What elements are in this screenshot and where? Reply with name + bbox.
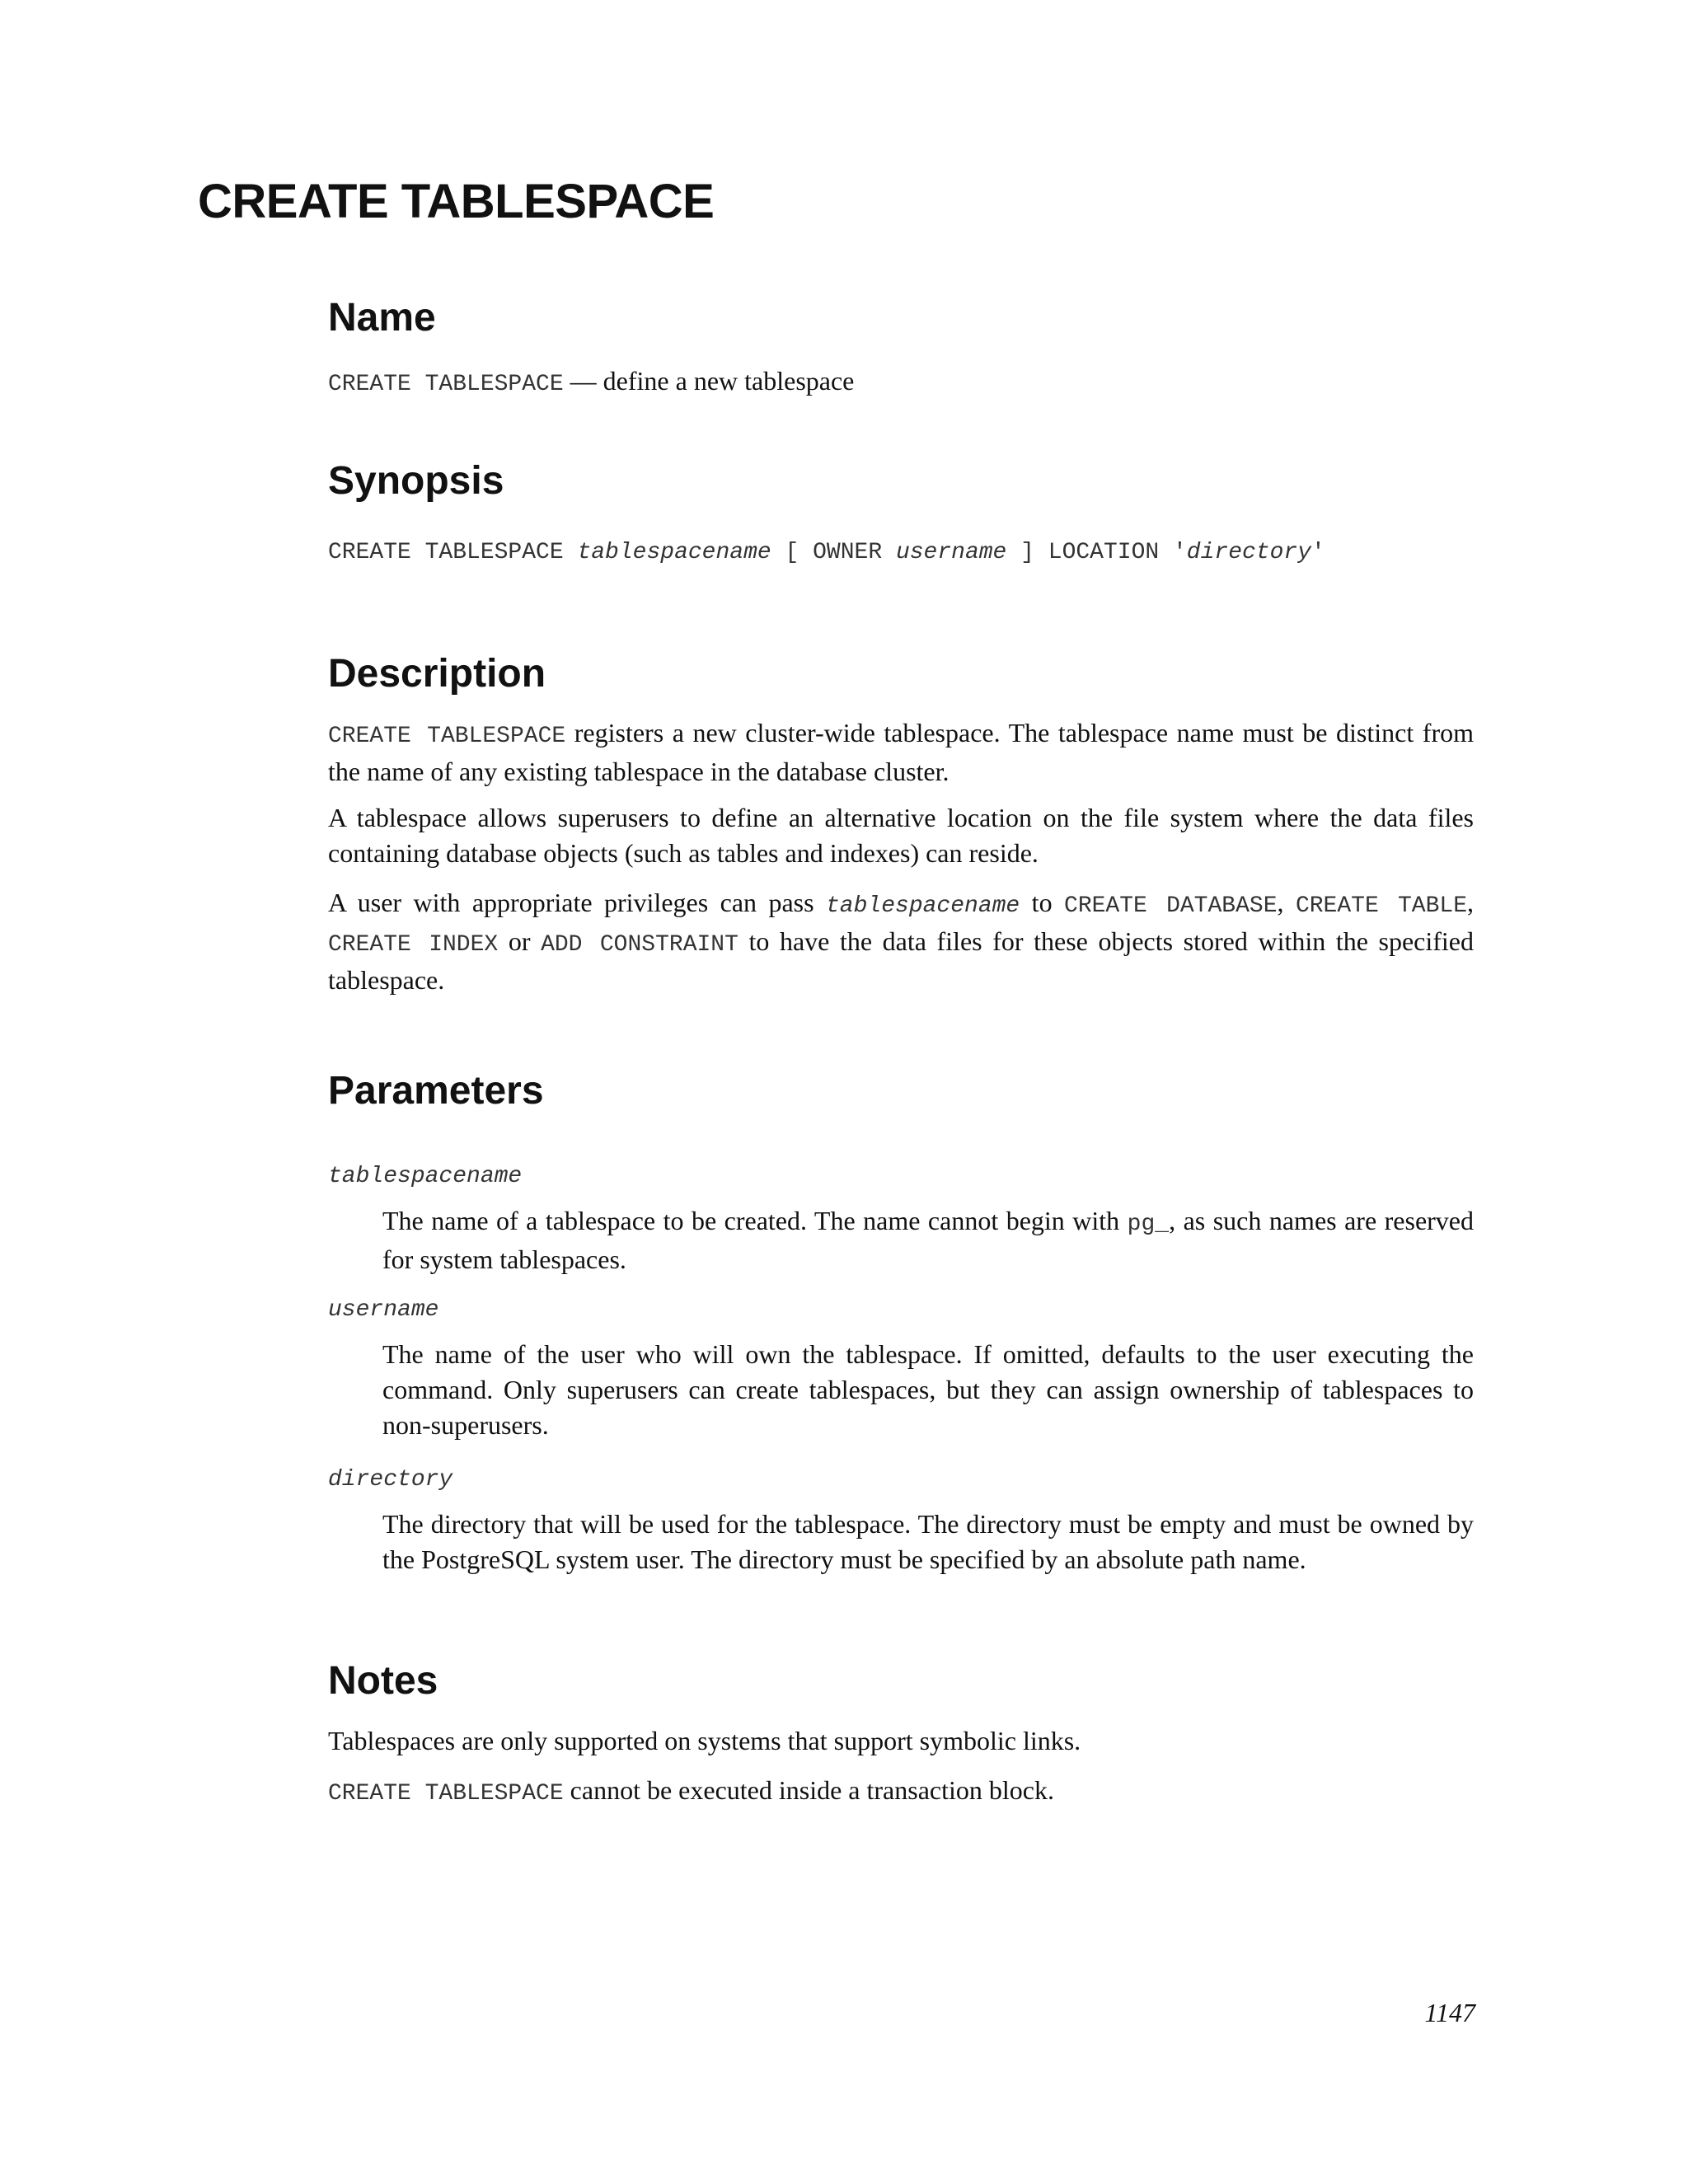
param-desc-username: The name of the user who will own the tablespace. If omitted, defaults to the user executing the command. Only superusers can create tablespaces, but they can assign ownership of tablespaces to non-superusers. [382, 1339, 1474, 1440]
page-number: 1147 [1424, 1998, 1475, 2027]
description-heading: Description [328, 652, 546, 696]
synopsis-part-1: CREATE TABLESPACE [328, 540, 578, 565]
synopsis-part-3: ] LOCATION ' [1006, 540, 1187, 565]
desc3-text-1: A user with appropriate privileges can pass [328, 888, 826, 917]
desc3-code-2: CREATE TABLE [1295, 893, 1468, 919]
param-desc-directory: The directory that will be used for the tablespace. The directory must be empty and must be owned by the PostgreSQL system user. The directory must be specified by an absolute path name. [382, 1509, 1474, 1574]
synopsis-part-2: [ OWNER [771, 540, 896, 565]
desc3-text-4: , [1467, 888, 1475, 917]
synopsis-var-directory: directory [1186, 540, 1312, 565]
description-text-1: registers a new cluster-wide tablespace. The tablespace name must be distinct from the name of any existing tablespace in the database cluster. [328, 718, 1475, 786]
name-heading: Name [328, 296, 436, 340]
synopsis-var-username: username [895, 540, 1007, 565]
desc3-text-6: to have the data files for these objects stored within the specified tablespace. [328, 926, 1475, 995]
param-desc-tablespacename [382, 1203, 1474, 1277]
description-paragraph-3 [328, 885, 1474, 998]
desc3-code-3: CREATE INDEX [328, 932, 499, 958]
synopsis-heading: Synopsis [328, 459, 504, 503]
desc3-text-2: to [1020, 888, 1065, 917]
description-paragraph-1 [328, 715, 1474, 790]
name-summary: — define a new tablespace [570, 366, 855, 396]
description-command: CREATE TABLESPACE [328, 724, 566, 749]
note-2-text: cannot be executed inside a transaction block. [563, 1775, 1054, 1805]
desc3-text-5: or [498, 926, 542, 956]
desc3-code-4: ADD CONSTRAINT [541, 932, 738, 958]
note-2 [328, 1772, 1054, 1812]
param-term-username: username [328, 1297, 439, 1323]
param-desc-text-2: , as such names are reserved for system tablespaces. [382, 1206, 1474, 1274]
description-paragraph-2: A tablespace allows superusers to define an alternative location on the file system where the data files containing database objects (such as tables and indexes) can reside. [328, 803, 1474, 868]
synopsis-code [328, 531, 1325, 571]
synopsis-part-4: ' [1311, 540, 1325, 565]
param-term-directory: directory [328, 1467, 453, 1493]
desc3-var: tablespacename [826, 893, 1020, 919]
param-desc-code-pg: pg_ [1127, 1212, 1170, 1237]
param-term-tablespacename: tablespacename [328, 1164, 523, 1189]
synopsis-var-tablespacename: tablespacename [577, 540, 771, 565]
desc3-text-3: , [1277, 888, 1296, 917]
name-command: CREATE TABLESPACE [328, 372, 564, 397]
note-2-command: CREATE TABLESPACE [328, 1781, 564, 1807]
desc3-code-1: CREATE DATABASE [1064, 893, 1278, 919]
parameters-heading: Parameters [328, 1069, 544, 1113]
param-desc-text-1: The name of a tablespace to be created. The name cannot begin with [382, 1206, 1128, 1235]
page-title: CREATE TABLESPACE [198, 175, 715, 228]
notes-heading: Notes [328, 1659, 438, 1703]
name-line [328, 363, 854, 403]
note-1: Tablespaces are only supported on systems that support symbolic links. [328, 1726, 1081, 1755]
